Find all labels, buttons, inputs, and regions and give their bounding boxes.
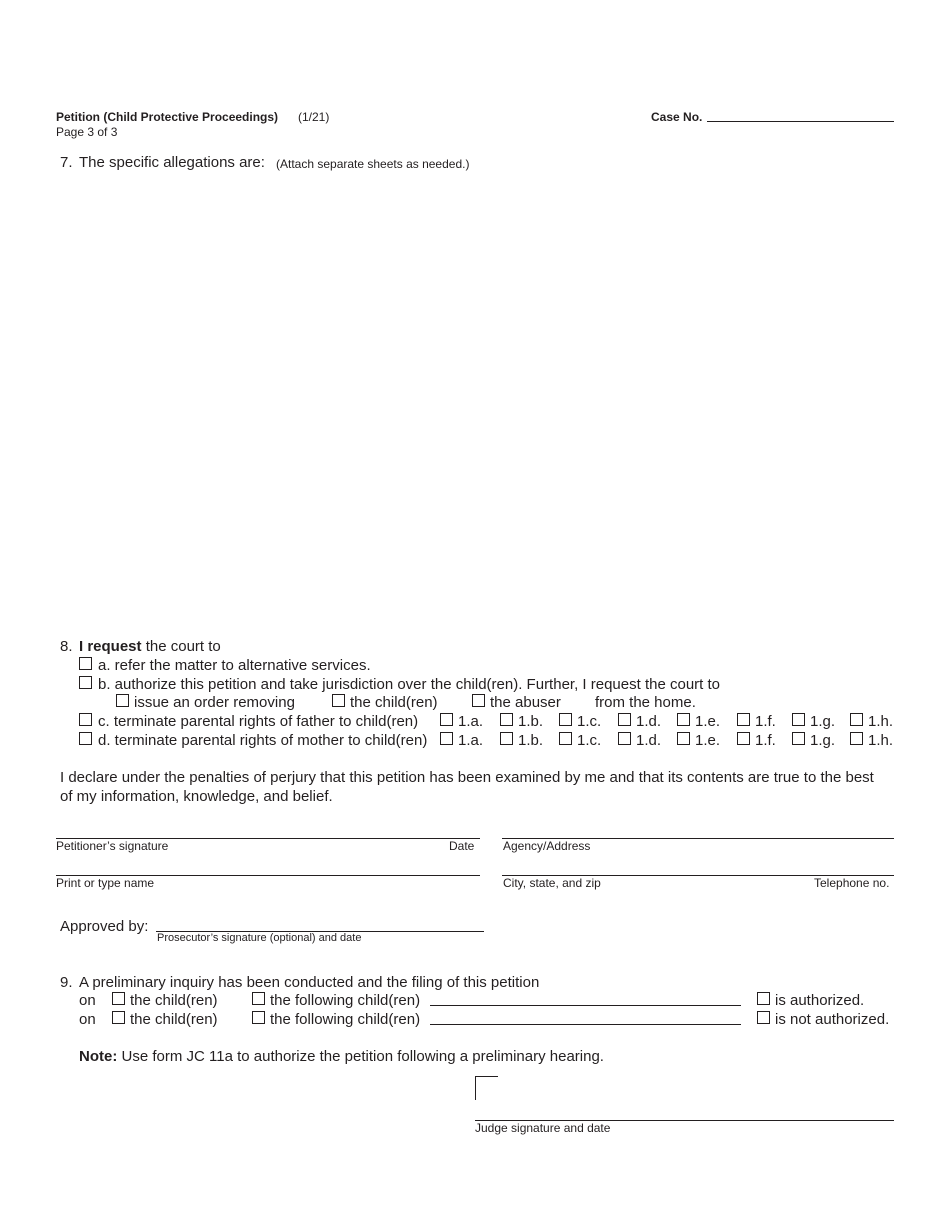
mother-ref-1e-label: 1.e. bbox=[695, 732, 721, 749]
section7-note: (Attach separate sheets as needed.) bbox=[276, 157, 470, 171]
allegations-field[interactable] bbox=[79, 180, 894, 620]
petitioner-signature-label: Petitioner’s signature bbox=[56, 839, 169, 853]
option-c-label: c. terminate parental rights of father to child(ren) bbox=[98, 713, 419, 730]
father-ref-1b-checkbox[interactable] bbox=[500, 713, 513, 726]
case-no-field[interactable] bbox=[707, 121, 894, 122]
is-authorized-label: is authorized. bbox=[775, 992, 865, 1009]
date-label: Date bbox=[449, 839, 475, 853]
mother-ref-1b-label: 1.b. bbox=[518, 732, 544, 749]
father-ref-1a-checkbox[interactable] bbox=[440, 713, 453, 726]
father-ref-1d-checkbox[interactable] bbox=[618, 713, 631, 726]
father-ref-1g-label: 1.g. bbox=[810, 713, 836, 730]
father-ref-1g-checkbox[interactable] bbox=[792, 713, 805, 726]
authorized-children-checkbox[interactable] bbox=[112, 992, 125, 1005]
mother-ref-1a-checkbox[interactable] bbox=[440, 732, 453, 745]
remove-children-label: the child(ren) bbox=[350, 694, 438, 711]
option-a-label: a. refer the matter to alternative services. bbox=[98, 657, 371, 674]
father-ref-1b-label: 1.b. bbox=[518, 713, 544, 730]
father-ref-1e-checkbox[interactable] bbox=[677, 713, 690, 726]
mother-ref-1h-checkbox[interactable] bbox=[850, 732, 863, 745]
section8-lead-rest: the court to bbox=[145, 638, 221, 655]
option-d-label: d. terminate parental rights of mother to child(ren) bbox=[98, 732, 428, 749]
mother-ref-1d-checkbox[interactable] bbox=[618, 732, 631, 745]
section9-text: A preliminary inquiry has been conducted and the filing of this petition bbox=[79, 974, 540, 991]
mother-ref-1g-checkbox[interactable] bbox=[792, 732, 805, 745]
seal-corner-top bbox=[475, 1076, 498, 1077]
prosecutor-signature-label: Prosecutor’s signature (optional) and date bbox=[157, 932, 362, 944]
father-ref-1a-label: 1.a. bbox=[458, 713, 484, 730]
section7-number: 7. bbox=[60, 154, 73, 171]
is-not-authorized-checkbox[interactable] bbox=[757, 1011, 770, 1024]
not-authorized-children-label: the child(ren) bbox=[130, 1011, 218, 1028]
not-authorized-following-field[interactable] bbox=[430, 1024, 741, 1025]
mother-ref-1c-checkbox[interactable] bbox=[559, 732, 572, 745]
issue-order-checkbox[interactable] bbox=[116, 694, 129, 707]
from-home-label: from the home. bbox=[595, 694, 696, 711]
mother-ref-1d-label: 1.d. bbox=[636, 732, 662, 749]
issue-order-label: issue an order removing bbox=[134, 694, 295, 711]
father-ref-1e-label: 1.e. bbox=[695, 713, 721, 730]
page-info: Page 3 of 3 bbox=[56, 125, 118, 139]
father-ref-1h-label: 1.h. bbox=[868, 713, 894, 730]
mother-ref-1c-label: 1.c. bbox=[577, 732, 602, 749]
declaration-line1: I declare under the penalties of perjury that this petition has been examined by me and that its contents are true to the best bbox=[60, 769, 874, 786]
seal-corner-left bbox=[475, 1076, 476, 1100]
father-ref-1f-checkbox[interactable] bbox=[737, 713, 750, 726]
authorized-children-label: the child(ren) bbox=[130, 992, 218, 1009]
father-ref-1h-checkbox[interactable] bbox=[850, 713, 863, 726]
mother-ref-1b-checkbox[interactable] bbox=[500, 732, 513, 745]
mother-ref-1a-label: 1.a. bbox=[458, 732, 484, 749]
not-authorized-following-label: the following child(ren) bbox=[270, 1011, 421, 1028]
option-d-checkbox[interactable] bbox=[79, 732, 92, 745]
is-authorized-checkbox[interactable] bbox=[757, 992, 770, 1005]
note bbox=[79, 1048, 604, 1065]
mother-ref-1f-label: 1.f. bbox=[755, 732, 776, 749]
mother-ref-1f-checkbox[interactable] bbox=[737, 732, 750, 745]
authorized-following-field[interactable] bbox=[430, 1005, 741, 1006]
section8-lead bbox=[79, 638, 221, 655]
on-label-2: on bbox=[79, 1011, 96, 1028]
father-ref-1c-checkbox[interactable] bbox=[559, 713, 572, 726]
remove-abuser-label: the abuser bbox=[490, 694, 561, 711]
not-authorized-children-checkbox[interactable] bbox=[112, 1011, 125, 1024]
father-ref-1d-label: 1.d. bbox=[636, 713, 662, 730]
case-no-label: Case No. bbox=[651, 110, 703, 124]
mother-ref-1h-label: 1.h. bbox=[868, 732, 894, 749]
option-b-checkbox[interactable] bbox=[79, 676, 92, 689]
section8-lead-bold: I request bbox=[79, 638, 142, 655]
telephone-label: Telephone no. bbox=[814, 876, 890, 890]
section9-number: 9. bbox=[60, 974, 73, 991]
not-authorized-following-checkbox[interactable] bbox=[252, 1011, 265, 1024]
note-label: Note: bbox=[79, 1048, 118, 1065]
section7-text: The specific allegations are: bbox=[79, 154, 265, 171]
option-a-checkbox[interactable] bbox=[79, 657, 92, 670]
mother-ref-1g-label: 1.g. bbox=[810, 732, 836, 749]
on-label-1: on bbox=[79, 992, 96, 1009]
approved-by-label: Approved by: bbox=[60, 918, 149, 935]
print-name-label: Print or type name bbox=[56, 876, 155, 890]
form-title: Petition (Child Protective Proceedings) bbox=[56, 110, 279, 124]
judge-signature-label: Judge signature and date bbox=[475, 1121, 611, 1135]
mother-ref-1e-checkbox[interactable] bbox=[677, 732, 690, 745]
authorized-following-label: the following child(ren) bbox=[270, 992, 421, 1009]
note-text: Use form JC 11a to authorize the petition following a preliminary hearing. bbox=[121, 1048, 604, 1065]
section8-number: 8. bbox=[60, 638, 73, 655]
city-state-zip-label: City, state, and zip bbox=[503, 876, 601, 890]
remove-children-checkbox[interactable] bbox=[332, 694, 345, 707]
agency-address-label: Agency/Address bbox=[503, 839, 591, 853]
is-not-authorized-label: is not authorized. bbox=[775, 1011, 890, 1028]
option-c-checkbox[interactable] bbox=[79, 713, 92, 726]
remove-abuser-checkbox[interactable] bbox=[472, 694, 485, 707]
declaration-line2: of my information, knowledge, and belief. bbox=[60, 788, 333, 805]
father-ref-1c-label: 1.c. bbox=[577, 713, 602, 730]
authorized-following-checkbox[interactable] bbox=[252, 992, 265, 1005]
form-version: (1/21) bbox=[298, 110, 330, 124]
option-b-label: b. authorize this petition and take jurisdiction over the child(ren). Further, I request the court to bbox=[98, 676, 720, 693]
father-ref-1f-label: 1.f. bbox=[755, 713, 776, 730]
